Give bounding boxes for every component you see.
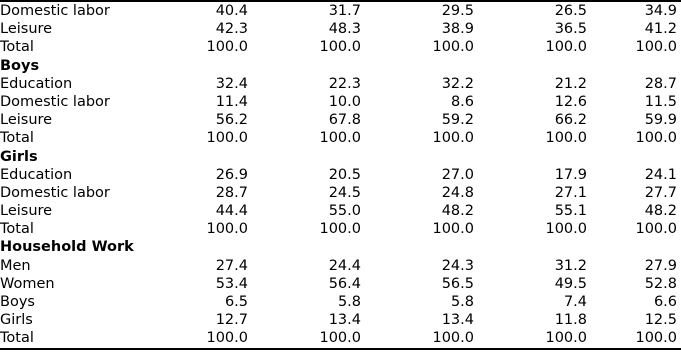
row-label: Total	[0, 330, 34, 347]
row-label: Total	[0, 221, 34, 238]
cell-value: 24.1	[644, 166, 677, 183]
cell-value: 10.0	[328, 93, 361, 110]
cell-value: 100.0	[432, 330, 474, 347]
cell-value: 27.1	[554, 184, 587, 201]
table-row	[0, 75, 681, 93]
section-heading-household-work	[0, 238, 681, 256]
table-row	[0, 93, 681, 111]
cell-value: 56.4	[328, 275, 361, 292]
cell-value: 100.0	[319, 39, 361, 56]
cell-value: 24.4	[328, 257, 361, 274]
cell-value: 40.4	[215, 3, 248, 19]
cell-value: 26.9	[215, 166, 248, 183]
cell-value: 52.8	[644, 275, 677, 292]
cell-value: 11.4	[215, 93, 248, 110]
cell-value: 100.0	[319, 221, 361, 238]
table-row	[0, 257, 681, 275]
cell-value: 20.5	[328, 166, 361, 183]
cell-value: 41.2	[644, 21, 677, 38]
cell-value: 100.0	[432, 221, 474, 238]
cell-value: 100.0	[206, 221, 248, 238]
cell-value: 100.0	[206, 39, 248, 56]
cell-value: 100.0	[319, 130, 361, 147]
cell-value: 42.3	[215, 21, 248, 38]
cell-value: 49.5	[554, 275, 587, 292]
row-label: Girls	[0, 312, 33, 329]
row-label: Men	[0, 257, 31, 274]
cell-value: 24.8	[441, 184, 474, 201]
cell-value: 28.7	[644, 75, 677, 92]
cell-value: 6.6	[653, 294, 677, 310]
cell-value: 32.2	[441, 75, 474, 92]
cell-value: 31.7	[328, 3, 361, 19]
cell-value: 55.0	[328, 203, 361, 220]
row-label: Domestic labor	[0, 93, 110, 110]
row-label: Leisure	[0, 203, 53, 220]
cell-value: 44.4	[215, 203, 248, 220]
row-label: Boys	[0, 294, 35, 310]
row-label: Education	[0, 166, 73, 183]
cell-value: 100.0	[635, 330, 677, 347]
cell-value: 26.5	[554, 3, 587, 19]
row-label: Leisure	[0, 112, 53, 129]
cell-value: 22.3	[328, 75, 361, 92]
cell-value: 27.9	[644, 257, 677, 274]
cell-value: 67.8	[328, 112, 361, 129]
cell-value: 28.7	[215, 184, 248, 201]
cell-value: 66.2	[554, 112, 587, 129]
cell-value: 8.6	[450, 93, 474, 110]
cell-value: 7.4	[563, 294, 587, 310]
row-label: Women	[0, 275, 55, 292]
table-row	[0, 111, 681, 129]
cell-value: 31.2	[554, 257, 587, 274]
cell-value: 100.0	[206, 330, 248, 347]
table-row	[0, 202, 681, 220]
cell-value: 100.0	[206, 130, 248, 147]
row-label: Domestic labor	[0, 184, 110, 201]
cell-value: 12.5	[644, 312, 677, 329]
cell-value: 27.7	[644, 184, 677, 201]
cell-value: 24.5	[328, 184, 361, 201]
section-heading-girls	[0, 148, 681, 166]
table-row	[0, 275, 681, 293]
table-row-total	[0, 220, 681, 238]
cell-value: 5.8	[337, 294, 361, 310]
cell-value: 100.0	[545, 39, 587, 56]
cell-value: 34.9	[644, 3, 677, 19]
table-row-total	[0, 129, 681, 147]
cell-value: 56.5	[441, 275, 474, 292]
cell-value: 32.4	[215, 75, 248, 92]
cell-value: 17.9	[554, 166, 587, 183]
table-row	[0, 293, 681, 311]
section-heading-boys	[0, 57, 681, 75]
cell-value: 13.4	[441, 312, 474, 329]
cell-value: 6.5	[224, 294, 248, 310]
table-bottom-rule	[0, 348, 681, 350]
cell-value: 100.0	[635, 130, 677, 147]
section-title: Household Work	[0, 239, 134, 256]
section-title: Boys	[0, 57, 40, 74]
cell-value: 38.9	[441, 21, 474, 38]
cell-value: 27.0	[441, 166, 474, 183]
cell-value: 48.3	[328, 21, 361, 38]
cell-value: 48.2	[644, 203, 677, 220]
cell-value: 59.2	[441, 112, 474, 129]
section-title: Girls	[0, 148, 38, 165]
cell-value: 11.8	[554, 312, 587, 329]
row-label: Leisure	[0, 21, 53, 38]
row-label: Education	[0, 75, 73, 92]
cell-value: 100.0	[319, 330, 361, 347]
table-row-total	[0, 38, 681, 56]
cell-value: 11.5	[644, 93, 677, 110]
cell-value: 100.0	[545, 330, 587, 347]
row-label: Total	[0, 39, 34, 56]
cell-value: 12.7	[215, 312, 248, 329]
cell-value: 53.4	[215, 275, 248, 292]
cell-value: 48.2	[441, 203, 474, 220]
cell-value: 55.1	[554, 203, 587, 220]
table-row	[0, 311, 681, 329]
table-row	[0, 20, 681, 38]
cell-value: 100.0	[635, 221, 677, 238]
cell-value: 5.8	[450, 294, 474, 310]
cell-value: 100.0	[545, 130, 587, 147]
table-row-total	[0, 329, 681, 347]
cell-value: 100.0	[545, 221, 587, 238]
table-row	[0, 2, 681, 20]
table-row	[0, 166, 681, 184]
cell-value: 36.5	[554, 21, 587, 38]
cell-value: 59.9	[644, 112, 677, 129]
cell-value: 12.6	[554, 93, 587, 110]
cell-value: 29.5	[441, 3, 474, 19]
cell-value: 100.0	[432, 130, 474, 147]
cell-value: 56.2	[215, 112, 248, 129]
cell-value: 27.4	[215, 257, 248, 274]
cell-value: 13.4	[328, 312, 361, 329]
data-table	[0, 2, 681, 348]
row-label: Domestic labor	[0, 3, 110, 19]
cell-value: 100.0	[635, 39, 677, 56]
table-row	[0, 184, 681, 202]
cell-value: 24.3	[441, 257, 474, 274]
row-label: Total	[0, 130, 34, 147]
cell-value: 21.2	[554, 75, 587, 92]
cell-value: 100.0	[432, 39, 474, 56]
